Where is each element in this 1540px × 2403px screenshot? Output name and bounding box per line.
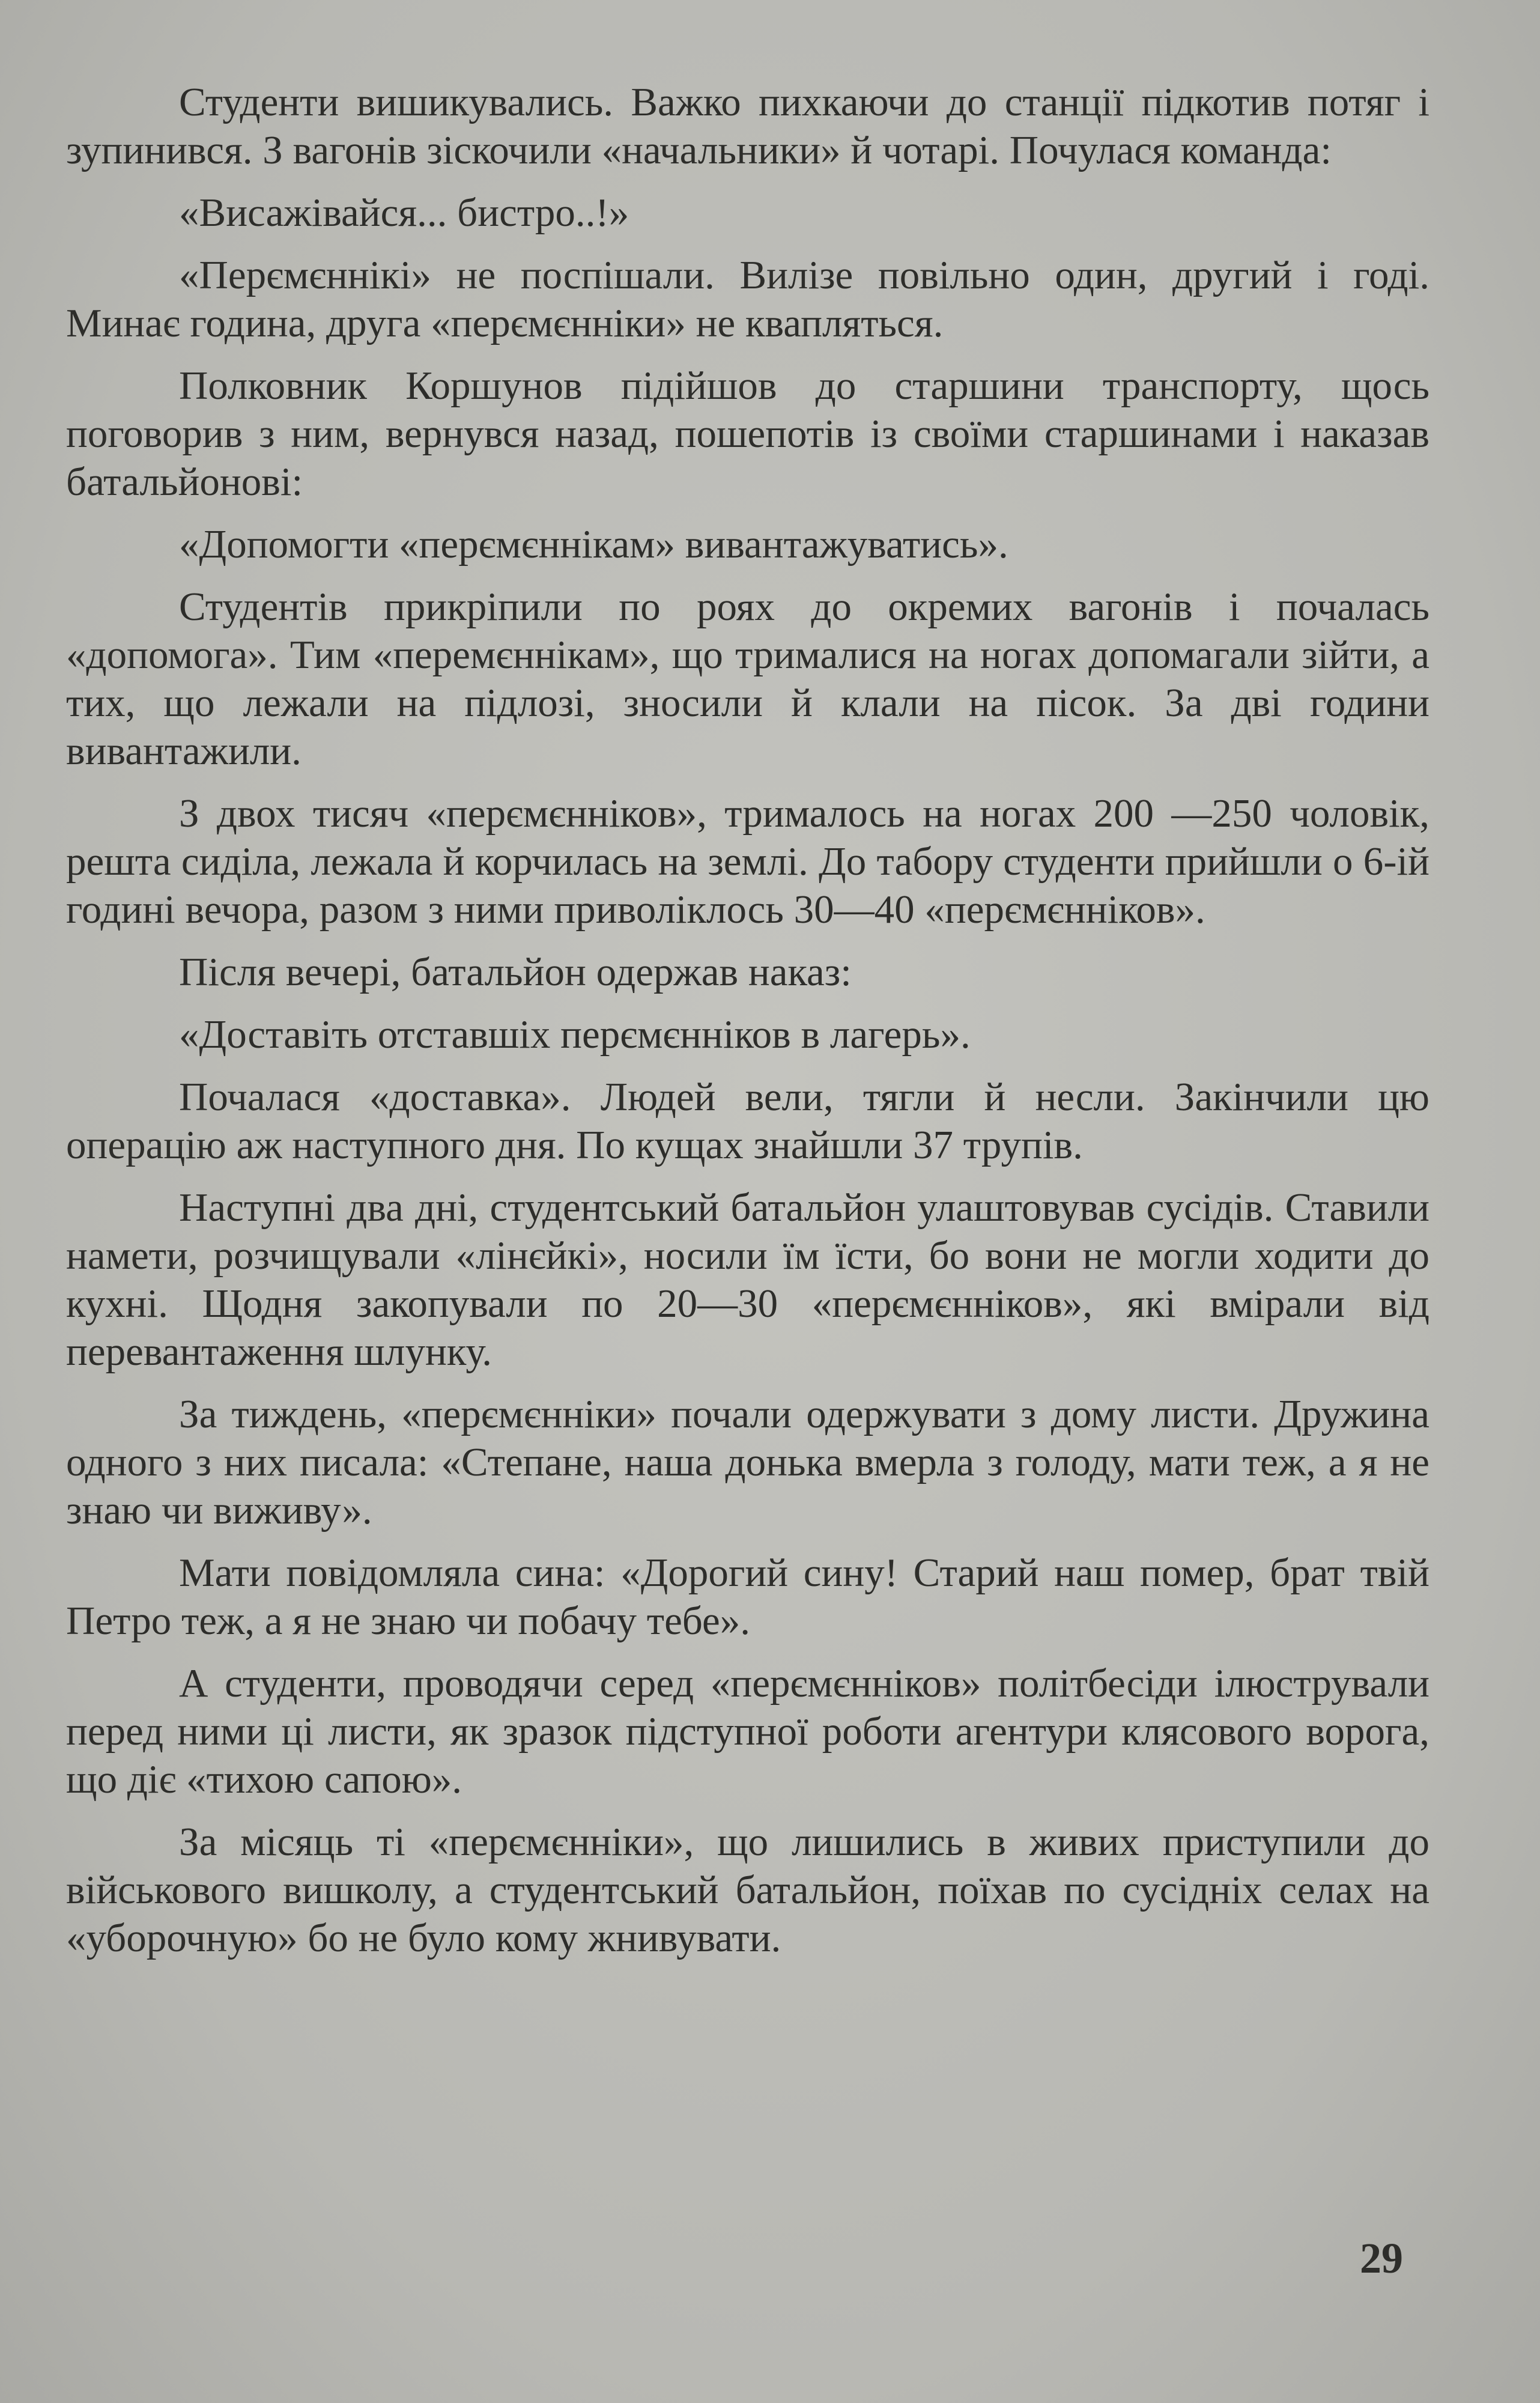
paragraph: А студенти, проводячи серед «перємєнніков» політбесіди ілюстрували перед ними ці листи, як зразок підступної роботи агентури клясового ворога, що діє «тихою сапою». [66, 1661, 1429, 1802]
paragraph: Мати повідомляла сина: «Дорогий сину! Старий наш помер, брат твій Петро теж, а я не знаю чи побачу тебе». [66, 1551, 1429, 1643]
paragraph: Студенти вишикувались. Важко пихкаючи до станції підкотив потяг і зупинився. З вагонів зіскочили «начальники» й чотарі. Почулася команда: [66, 80, 1429, 172]
paragraph: За тиждень, «перємєнніки» почали одержувати з дому листи. Дружина одного з них писала: «Степане, наша донька вмерла з голоду, мати теж, а я не знаю чи виживу». [66, 1392, 1429, 1533]
paragraph: Студентів прикріпили по роях до окремих вагонів і почалась «допомога». Тим «перемєннікам», що трималися на ногах допомагали зійти, а тих, що лежали на підлозі, зносили й клали на пісок. За дві години вивантажили. [66, 585, 1429, 773]
paragraph: «Доставіть отставшіх перємєнніков в лагерь». [179, 1012, 971, 1057]
paragraph: За місяць ті «перємєнніки», що лишились в живих приступили до військового вишколу, а студентський батальйон, поїхав по сусідніх селах на «уборочную» бо не було кому жнивувати. [66, 1820, 1429, 1960]
paragraph: З двох тисяч «перємєнніков», трималось на ногах 200 —250 чоловік, решта сиділа, лежала й корчилась на землі. До табору студенти прийшли о 6-ій годині вечора, разом з ними приволіклось 30—40 «перємєнніков». [66, 791, 1429, 932]
paragraph: «Перємєннікі» не поспішали. Вилізе повільно один, другий і годі. Минає година, друга «перємєнніки» не квапляться. [66, 253, 1429, 345]
paragraph: Почалася «доставка». Людей вели, тягли й несли. Закінчили цю операцію аж наступного дня. По кущах знайшли 37 трупів. [66, 1075, 1429, 1167]
paragraph: «Висажівайся... бистро..!» [179, 190, 629, 235]
paragraph: «Допомогти «перємєннікам» вивантажуватись». [179, 522, 1008, 567]
page-number: 29 [1360, 2234, 1403, 2282]
page-body-text [66, 78, 1429, 1976]
paragraph: Полковник Коршунов підійшов до старшини транспорту, щось поговорив з ним, вернувся назад, пошепотів із своїми старшинами і наказав батальйонові: [66, 363, 1429, 504]
paragraph: Наступні два дні, студентський батальйон улаштовував сусідів. Ставили намети, розчищували «лінєйкі», носили їм їсти, бо вони не могли ходити до кухні. Щодня закопували по 20—30 «перємєнніков», які вмірали від перевантаження шлунку. [66, 1185, 1429, 1374]
paragraph: Після вечері, батальйон одержав наказ: [179, 950, 852, 994]
